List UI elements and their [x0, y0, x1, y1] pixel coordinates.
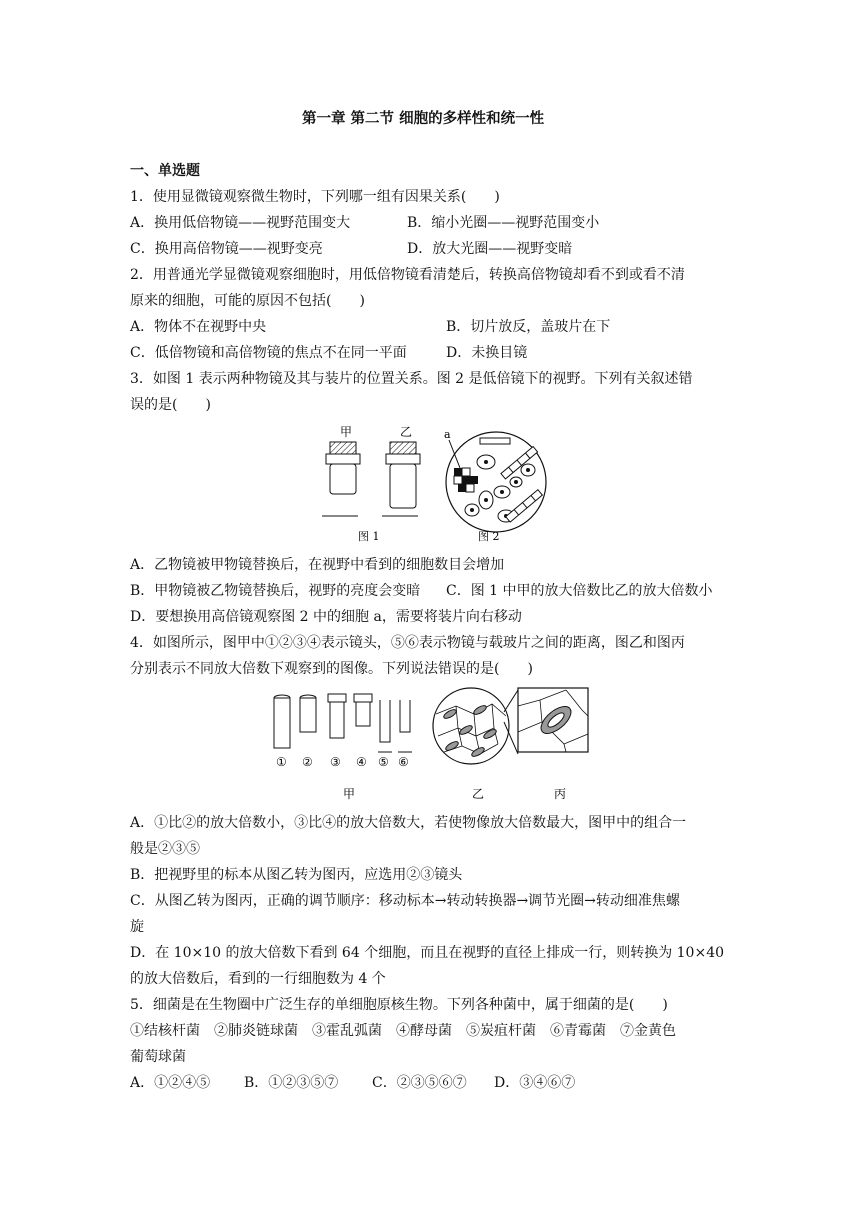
q2-option-b: B．切片放反，盖玻片在下 [446, 319, 611, 335]
q1-option-a: A．换用低倍物镜——视野范围变大 [130, 215, 351, 231]
q2-option-a: A．物体不在视野中央 [130, 319, 267, 335]
lens-label-2: ② [302, 755, 313, 769]
q5-items-line2: 葡萄球菌 [130, 1049, 186, 1065]
q4-option-a-line2: 般是②③⑤ [130, 841, 200, 857]
q2-option-c: C．低倍物镜和高倍物镜的焦点不在同一平面 [130, 345, 407, 361]
fig1-caption: 图 1 [358, 530, 380, 543]
q1-option-d: D．放大光圈——视野变暗 [407, 241, 573, 257]
q4-stem-line2: 分别表示不同放大倍数下观察到的图像。下列说法错误的是( ) [130, 661, 533, 677]
q4-option-c-line1: C．从图乙转为图丙，正确的调节顺序：移动标本→转动转换器→调节光圈→转动细准焦螺 [130, 893, 680, 909]
q3-stem-line1: 3．如图 1 表示两种物镜及其与装片的位置关系。图 2 是低倍镜下的视野。下列有关叙述错 [130, 371, 693, 387]
q4-option-d-line1: D．在 10×10 的放大倍数下看到 64 个细胞，而且在视野的直径上排成一行，则转换为 10×40 [130, 945, 725, 961]
distance-6 [398, 700, 412, 752]
fig-label-jia: 甲 [343, 787, 356, 801]
q2-stem-line2: 原来的细胞，可能的原因不包括( ) [130, 293, 365, 309]
q1-option-c: C．换用高倍物镜——视野变亮 [130, 241, 323, 257]
q4-figure [266, 686, 596, 806]
objective-jia [322, 442, 360, 516]
q4-option-c-line2: 旋 [130, 919, 144, 935]
q5-option-b: B．①②③⑤⑦ [244, 1075, 339, 1091]
lens-label-1: ① [276, 755, 287, 769]
lens-label-3: ③ [330, 755, 341, 769]
q5-option-d: D．③④⑥⑦ [494, 1075, 576, 1091]
lens-3 [328, 694, 346, 738]
lens-4 [354, 694, 372, 726]
fig-label-yi: 乙 [472, 787, 485, 801]
objective-yi [382, 442, 420, 516]
q5-items-line1: ①结核杆菌 ②肺炎链球菌 ③霍乱弧菌 ④酵母菌 ⑤炭疽杆菌 ⑥青霉菌 ⑦金黄色 [130, 1023, 676, 1039]
q4-option-b: B．把视野里的标本从图乙转为图丙，应选用②③镜头 [130, 867, 463, 883]
section-heading: 一、单选题 [130, 163, 200, 179]
q2-option-d: D．未换目镜 [446, 345, 528, 361]
lens-label-4: ④ [356, 755, 367, 769]
q5-option-c: C．②③⑤⑥⑦ [372, 1075, 467, 1091]
fig-label-bing: 丙 [554, 787, 567, 801]
cell-a-label: a [444, 428, 451, 441]
q3-option-c: C．图 1 中甲的放大倍数比乙的放大倍数小 [446, 583, 713, 599]
q3-option-d: D．要想换用高倍镜观察图 2 中的细胞 a，需要将装片向右移动 [130, 609, 522, 625]
view-yi [433, 688, 509, 764]
q2-stem-line1: 2．用普通光学显微镜观察细胞时，用低倍物镜看清楚后，转换高倍物镜却看不到或看不清 [130, 267, 685, 283]
lens-label-6: ⑥ [398, 755, 409, 769]
lens-label-5: ⑤ [378, 755, 389, 769]
q3-option-a: A．乙物镜被甲物镜替换后，在视野中看到的细胞数目会增加 [130, 557, 505, 573]
q1-stem: 1．使用显微镜观察微生物时，下列哪一组有因果关系( ) [130, 189, 500, 205]
q5-stem: 5．细菌是在生物圈中广泛生存的单细胞原核生物。下列各种菌中，属于细菌的是( ) [130, 997, 668, 1013]
q4-option-d-line2: 的放大倍数后，看到的一行细胞数为 4 个 [130, 971, 386, 987]
fig1-label-jia: 甲 [340, 425, 353, 439]
q4-option-a-line1: A．①比②的放大倍数小，③比④的放大倍数大，若使物像放大倍数最大，图甲中的组合一 [130, 815, 687, 831]
fig2-caption: 图 2 [478, 530, 500, 543]
q3-figure [310, 422, 550, 546]
q1-option-b: B．缩小光圈——视野范围变小 [407, 215, 600, 231]
document-title: 第一章 第二节 细胞的多样性和统一性 [302, 110, 545, 127]
q4-stem-line1: 4．如图所示，图甲中①②③④表示镜头，⑤⑥表示物镜与载玻片之间的距离，图乙和图丙 [130, 635, 685, 651]
lens-2 [300, 695, 316, 732]
fig1-label-yi: 乙 [400, 425, 413, 439]
lens-1 [274, 695, 290, 748]
distance-5 [378, 700, 392, 752]
field-of-view [444, 428, 546, 532]
q3-stem-line2: 误的是( ) [130, 397, 211, 413]
view-bing [518, 688, 588, 752]
q5-option-a: A．①②④⑤ [130, 1075, 211, 1091]
q3-option-b: B．甲物镜被乙物镜替换后，视野的亮度会变暗 [130, 583, 421, 599]
